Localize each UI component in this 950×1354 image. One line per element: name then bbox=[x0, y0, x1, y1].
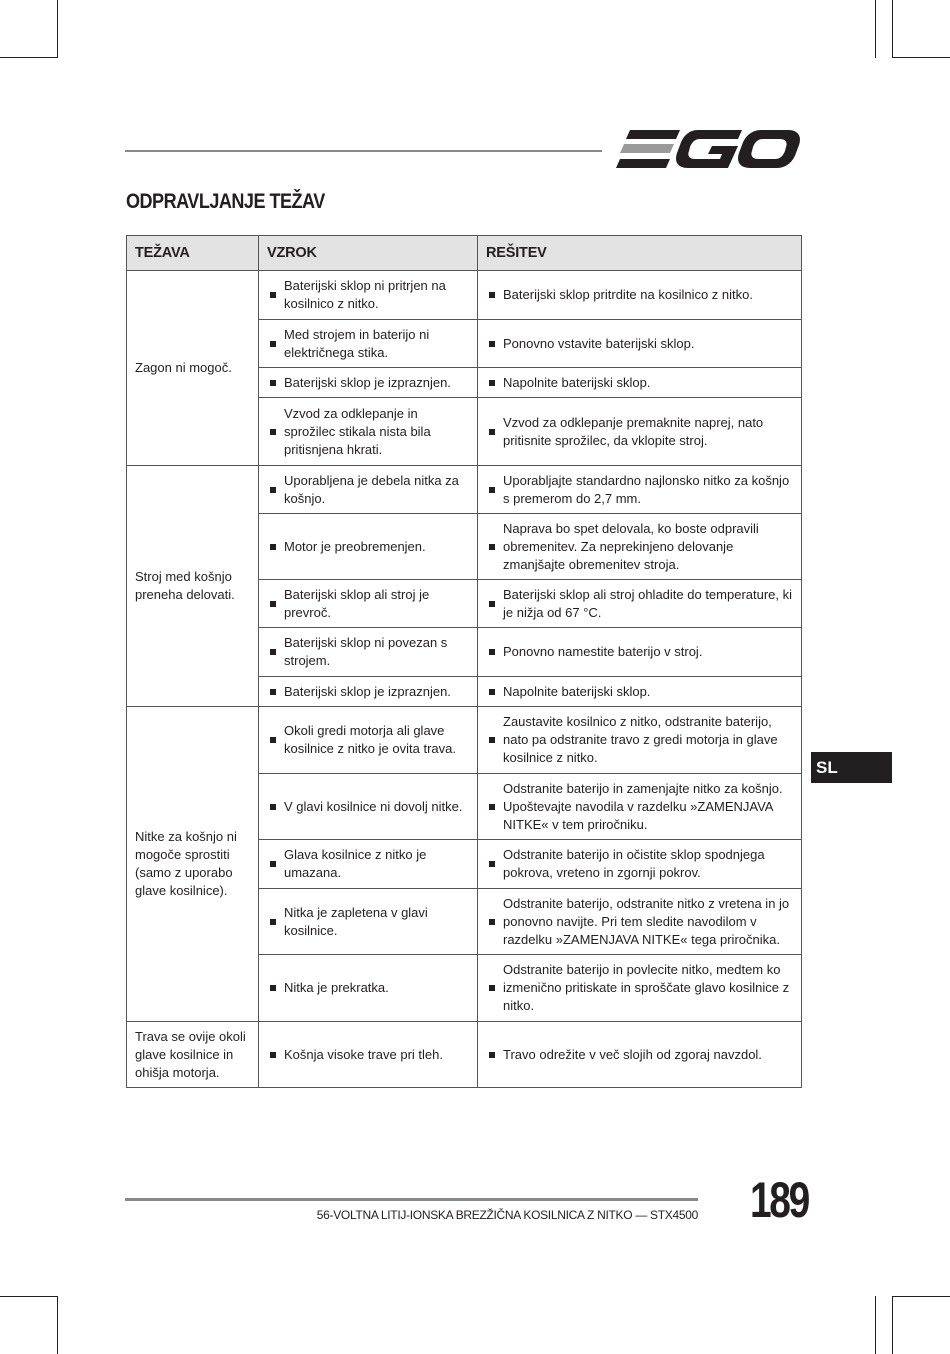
solution-cell: Napolnite baterijski sklop. bbox=[478, 368, 802, 398]
cause-cell: Baterijski sklop je izpraznjen. bbox=[259, 368, 478, 398]
crop-mark bbox=[57, 1296, 58, 1354]
cause-cell: Uporabljena je debela nitka za košnjo. bbox=[259, 466, 478, 514]
cause-cell: Med strojem in baterijo ni električnega stika. bbox=[259, 320, 478, 368]
solution-cell: Zaustavite kosilnico z nitko, odstranite baterijo, nato pa odstranite travo z gredi motorja in glave kosilnice z nitko. bbox=[478, 707, 802, 774]
solution-cell: Vzvod za odklepanje premaknite naprej, nato pritisnite sprožilec, da vklopite stroj. bbox=[478, 398, 802, 466]
crop-mark bbox=[892, 1296, 893, 1354]
crop-mark bbox=[57, 0, 58, 58]
cause-cell: Baterijski sklop ni povezan s strojem. bbox=[259, 628, 478, 677]
cause-cell: Vzvod za odklepanje in sprožilec stikala nista bila pritisnjena hkrati. bbox=[259, 398, 478, 466]
crop-mark bbox=[875, 1296, 876, 1354]
ego-logo bbox=[616, 128, 801, 172]
table-row bbox=[127, 271, 802, 320]
column-header-problem: TEŽAVA bbox=[127, 236, 259, 271]
solution-cell: Naprava bo spet delovala, ko boste odpravili obremenitev. Za neprekinjeno delovanje zmanjšajte obremenitev stroja. bbox=[478, 514, 802, 580]
cause-cell: Baterijski sklop ni pritrjen na kosilnico z nitko. bbox=[259, 271, 478, 320]
header-rule bbox=[125, 150, 602, 152]
crop-mark bbox=[0, 57, 58, 58]
problem-cell: Nitke za košnjo ni mogoče sprostiti (samo z uporabo glave kosilnice). bbox=[127, 707, 259, 1022]
solution-cell: Baterijski sklop pritrdite na kosilnico z nitko. bbox=[478, 271, 802, 320]
cause-cell: Košnja visoke trave pri tleh. bbox=[259, 1022, 478, 1088]
cause-cell: Glava kosilnice z nitko je umazana. bbox=[259, 840, 478, 889]
problem-cell: Zagon ni mogoč. bbox=[127, 271, 259, 466]
cause-cell: V glavi kosilnice ni dovolj nitke. bbox=[259, 774, 478, 840]
language-tab: SL bbox=[811, 752, 892, 783]
crop-mark bbox=[892, 0, 893, 58]
crop-mark bbox=[892, 1296, 950, 1297]
column-header-cause: VZROK bbox=[259, 236, 478, 271]
crop-mark bbox=[875, 0, 876, 58]
page-heading: ODPRAVLJANJE TEŽAV bbox=[126, 190, 325, 213]
solution-cell: Napolnite baterijski sklop. bbox=[478, 677, 802, 707]
footer-product-title: 56-VOLTNA LITIJ-IONSKA BREZŽIČNA KOSILNICA Z NITKO — STX4500 bbox=[316, 1208, 698, 1222]
cause-cell: Baterijski sklop ali stroj je prevroč. bbox=[259, 580, 478, 628]
cause-cell: Okoli gredi motorja ali glave kosilnice z nitko je ovita trava. bbox=[259, 707, 478, 774]
problem-cell: Trava se ovije okoli glave kosilnice in ohišja motorja. bbox=[127, 1022, 259, 1088]
cause-cell: Baterijski sklop je izpraznjen. bbox=[259, 677, 478, 707]
solution-cell: Odstranite baterijo in zamenjajte nitko za košnjo. Upoštevajte navodila v razdelku »ZAMENJAVA NITKE« v tem priročniku. bbox=[478, 774, 802, 840]
table-row bbox=[127, 466, 802, 514]
solution-cell: Travo odrežite v več slojih od zgoraj navzdol. bbox=[478, 1022, 802, 1088]
solution-cell: Uporabljajte standardno najlonsko nitko za košnjo s premerom do 2,7 mm. bbox=[478, 466, 802, 514]
solution-cell: Odstranite baterijo in povlecite nitko, medtem ko izmenično pritiskate in sproščate glavo kosilnice z nitko. bbox=[478, 955, 802, 1022]
solution-cell: Odstranite baterijo, odstranite nitko z vretena in jo ponovno navijte. Pri tem sledite navodilom v razdelku »ZAMENJAVA NITKE« tega priročnika. bbox=[478, 889, 802, 955]
table-row bbox=[127, 1022, 802, 1088]
troubleshooting-table bbox=[126, 235, 802, 1088]
table-row bbox=[127, 707, 802, 774]
crop-mark bbox=[892, 57, 950, 58]
column-header-solution: REŠITEV bbox=[478, 236, 802, 271]
solution-cell: Odstranite baterijo in očistite sklop spodnjega pokrova, vreteno in zgornji pokrov. bbox=[478, 840, 802, 889]
footer-rule bbox=[125, 1198, 698, 1201]
table-header-row bbox=[127, 236, 802, 271]
crop-mark bbox=[0, 1296, 58, 1297]
page-number: 189 bbox=[749, 1172, 809, 1228]
solution-cell: Ponovno vstavite baterijski sklop. bbox=[478, 320, 802, 368]
problem-cell: Stroj med košnjo preneha delovati. bbox=[127, 466, 259, 707]
cause-cell: Nitka je zapletena v glavi kosilnice. bbox=[259, 889, 478, 955]
cause-cell: Nitka je prekratka. bbox=[259, 955, 478, 1022]
solution-cell: Ponovno namestite baterijo v stroj. bbox=[478, 628, 802, 677]
cause-cell: Motor je preobremenjen. bbox=[259, 514, 478, 580]
solution-cell: Baterijski sklop ali stroj ohladite do temperature, ki je nižja od 67 °C. bbox=[478, 580, 802, 628]
